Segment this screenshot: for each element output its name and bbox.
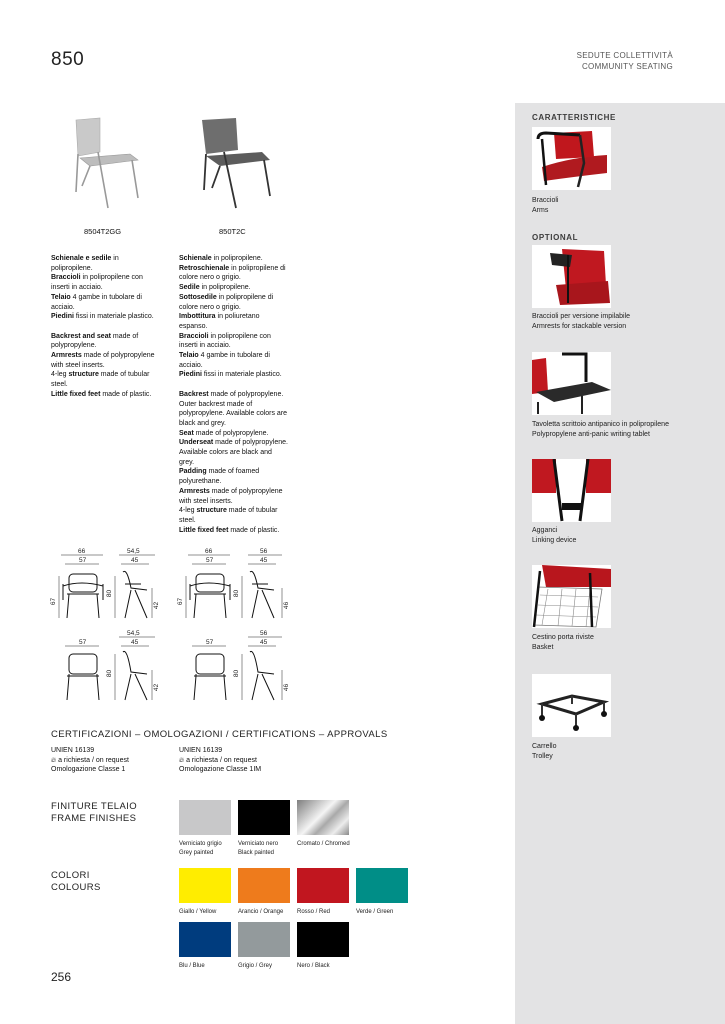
certifications-title: CERTIFICAZIONI – OMOLOGAZIONI / CERTIFICATIONS – APPROVALS xyxy=(51,729,388,740)
product-code-2: 850T2C xyxy=(219,227,246,236)
colour-label-green: Verde / Green xyxy=(356,909,394,915)
arms-image xyxy=(532,127,611,190)
stackable-armrests-image xyxy=(532,245,611,308)
colour-label-grey: Grigio / Grey xyxy=(238,963,273,969)
colour-swatch-yellow[interactable] xyxy=(179,868,231,903)
dimension-drawing-b: 66 57 56 45 67 80 46 xyxy=(178,548,298,623)
frame-label-black: Verniciato nero Black painted xyxy=(238,841,279,856)
trolley-caption: Carrello Trolley xyxy=(532,743,557,760)
flame-icon: 🔥︎ xyxy=(51,756,57,764)
frame-swatch-black[interactable] xyxy=(238,800,290,835)
flame-icon: 🔥︎ xyxy=(179,756,185,764)
linking-device-caption: Agganci Linking device xyxy=(532,527,577,544)
arms-caption: Braccioli Arms xyxy=(532,197,559,214)
writing-tablet-caption: Tavoletta scrittoio antipanico in polipropilene Polypropylene anti-panic writing tablet xyxy=(532,421,669,438)
frame-swatch-grey[interactable] xyxy=(179,800,231,835)
frame-swatch-chrome[interactable] xyxy=(297,800,349,835)
frame-label-chrome: Cromato / Chromed xyxy=(297,841,350,847)
dimension-drawing-c: 57 54,5 45 80 42 xyxy=(51,630,171,705)
frame-finishes-title: FINITURE TELAIO FRAME FINISHES xyxy=(51,801,138,824)
category-it: SEDUTE COLLETTIVITÀ xyxy=(576,51,673,60)
dimension-drawing-a: 66 57 54,5 45 67 80 42 xyxy=(51,548,171,623)
features-heading: CARATTERISTICHE xyxy=(532,113,616,122)
colour-label-orange: Arancio / Orange xyxy=(238,909,284,915)
stackable-armrests-caption: Braccioli per versione impilabile Armrests for stackable version xyxy=(532,313,631,330)
product-code-1: 8504T2GG xyxy=(84,227,122,236)
writing-tablet-image xyxy=(532,352,611,415)
chair-upholstered-image xyxy=(196,116,276,221)
linking-device-image xyxy=(532,459,611,522)
product-description-2: Schienale in polipropilene. Retroschienale in polipropilene di colore nero o grigio. Sedile in polipropilene. Sottosedile in polipropilene di colore nero o grigio. Imbottitura in poliuretano espanso. Braccioli in polipropilene con inserti in acciaio. Telaio 4 gambe in tubolare di acciaio. Piedini fissi in materiale plastico. Backrest made of polypropylene. Outer backrest made of polypropylene. Available colors are black and grey. Seat made of polypropylene. Underseat made of polypropylene. Available colors are black and grey. Padding made of foamed polyurethane. Armrests made of polypropylene with steel inserts. 4-leg structure made of tubular steel. Little fixed feet made of plastic. xyxy=(179,255,288,534)
colour-label-red: Rosso / Red xyxy=(297,909,331,915)
basket-image xyxy=(532,565,611,628)
basket-caption: Cestino porta riviste Basket xyxy=(532,634,594,651)
model-number: 850 xyxy=(51,49,85,70)
chair-grey-image xyxy=(70,116,146,221)
colour-swatch-orange[interactable] xyxy=(238,868,290,903)
colour-swatch-black[interactable] xyxy=(297,922,349,957)
colour-label-black: Nero / Black xyxy=(297,963,330,969)
dimension-drawing-d: 57 56 45 80 46 xyxy=(178,630,298,705)
optional-heading: OPTIONAL xyxy=(532,233,579,242)
frame-label-grey: Verniciato grigio Grey painted xyxy=(179,841,222,856)
trolley-image xyxy=(532,674,611,737)
colour-swatch-blue[interactable] xyxy=(179,922,231,957)
category-en: COMMUNITY SEATING xyxy=(581,62,673,71)
colour-swatch-green[interactable] xyxy=(356,868,408,903)
colour-swatch-red[interactable] xyxy=(297,868,349,903)
category-label xyxy=(473,50,673,72)
certification-2: UNIEN 16139 🔥︎ a richiesta / on request Omologazione Classe 1IM xyxy=(179,747,262,773)
colour-label-blue: Blu / Blue xyxy=(179,963,205,969)
page-number: 256 xyxy=(51,970,72,984)
product-description-1: Schienale e sedile in polipropilene. Braccioli in polipropilene con inserti in acciaio. Telaio 4 gambe in tubolare di acciaio. Piedini fissi in materiale plastico. Backrest and seat made of polypropylene. Armrests made of polypropylene with steel inserts. 4-leg structure made of tubular steel. Little fixed feet made of plastic. xyxy=(51,255,155,398)
colour-label-yellow: Giallo / Yellow xyxy=(179,909,217,915)
certification-1: UNIEN 16139 🔥︎ a richiesta / on request Omologazione Classe 1 xyxy=(51,747,129,773)
colours-title: COLORI COLOURS xyxy=(51,870,101,893)
colour-swatch-grey[interactable] xyxy=(238,922,290,957)
